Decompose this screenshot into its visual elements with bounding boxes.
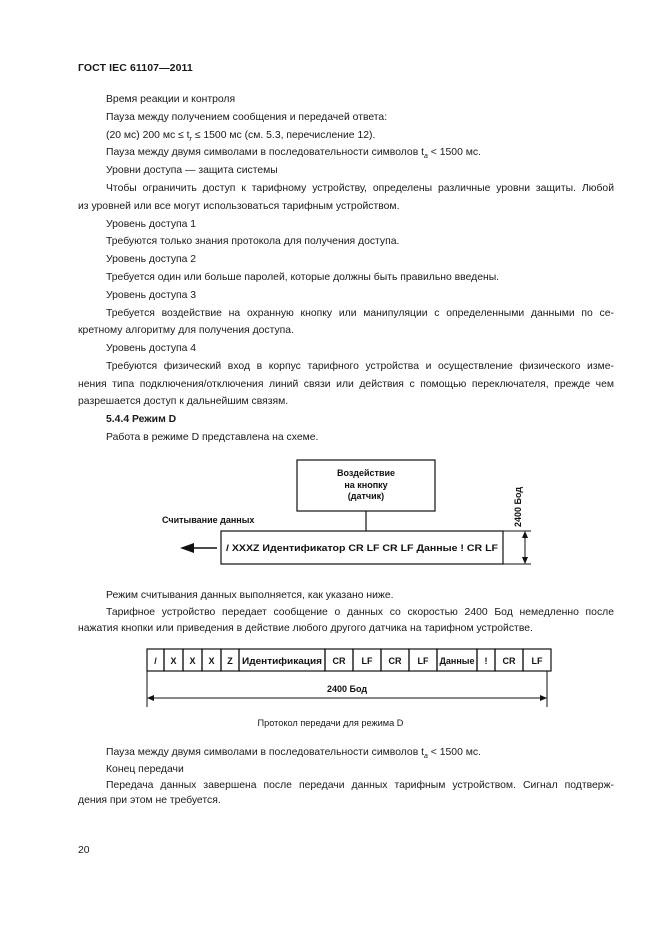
text-line: Конец передачи [106,764,184,775]
text-line: Пауза между двумя символами в последовательности символов $t_a < 1500$ мс. [106,147,481,161]
text-line: (20 мс) 200 мс ≤ $t_r \le 1500$ мс (см. 5.3, перечисление 12). [106,130,376,144]
button-box-line3: (датчик) [347,491,385,501]
text-line: Работа в режиме D представлена на схеме. [106,432,319,443]
text-line: Уровень доступа 4 [106,343,197,354]
document-header: ГОСТ IEC 61107—2011 [78,62,193,74]
button-box-line1: Воздействие [336,468,396,478]
protocol-cell-label: X [189,656,196,666]
text-line: Требуется воздействие на охранную кнопку или манипуляции с определенными данными по се- [106,308,614,319]
text-line: нажатия кнопки или приведения в действие любого другого датчика на тарифном устройстве. [78,623,533,634]
protocol-cell-label: LF [531,656,543,666]
protocol-cell-label: X [208,656,215,666]
text-line: Пауза между получением сообщения и передачей ответа: [106,112,388,123]
protocol-cell-label: X [170,656,177,666]
text-line: нения типа подключения/отключения линий связи или действия с помощью переключателя, прежде чем [78,379,614,390]
text-line: Требуются только знания протокола для получения доступа. [106,236,400,247]
protocol-cell-label: Данные [439,656,475,666]
text-line: Чтобы ограничить доступ к тарифному устройству, определены различные уровни защиты. Любой [106,183,614,194]
text-line: Уровень доступа 1 [106,219,197,230]
text-line: Уровень доступа 2 [106,254,197,265]
protocol-cell-label: Z [227,656,233,666]
text-line: из уровней или все могут использоваться тарифным устройством. [78,201,400,212]
page-number: 20 [78,845,90,856]
text-line: Уровень доступа 3 [106,290,197,301]
protocol-cell-label: / [154,656,157,666]
text-line: Требуется один или больше паролей, которые должны быть правильно введены. [106,272,500,283]
text-line: дения при этом не требуется. [78,795,221,806]
read-data-label: Считывание данных [162,515,255,525]
figure-caption: Протокол передачи для режима D [257,718,404,728]
text-line: Уровни доступа — защита системы [106,165,278,176]
protocol-cell-label: LF [361,656,373,666]
protocol-cell-label: Идентификация [242,656,322,666]
text-line: Передача данных завершена после передачи данных тарифным устройством. Сигнал подтверж- [106,780,614,791]
protocol-cell-label: CR [332,656,346,666]
text-line: Время реакции и контроля [106,94,236,105]
arrow-right-icon [540,695,547,701]
text-line: Пауза между двумя символами в последовательности символов $t_a < 1500$ мс. [106,747,481,761]
text-line: Режим считывания данных выполняется, как указано ниже. [106,590,394,601]
baud-label-vertical: 2400 Бод [513,486,523,527]
button-box-line2: на кнопку [344,480,388,490]
protocol-cell-label: LF [417,656,429,666]
frame-text: / XXXZ Идентификатор CR LF CR LF Данные ! CR LF [226,543,499,553]
arrow-left-icon [147,695,154,701]
text-line: Требуются физический вход в корпус тарифного устройства и осуществление физического изме- [106,361,614,372]
protocol-cell-label: CR [502,656,516,666]
protocol-cell-label: CR [388,656,402,666]
text-line: Тарифное устройство передает сообщение о данных со скоростью 2400 Бод немедленно после [106,607,614,618]
text-line: разрешается доступ к дальнейшим связям. [78,396,289,407]
section-heading: 5.4.4 Режим D [106,414,177,425]
baud-label: 2400 Бод [326,684,368,694]
text-line: кретному алгоритму для получения доступа. [78,325,294,336]
protocol-cell-label: ! [484,656,488,666]
